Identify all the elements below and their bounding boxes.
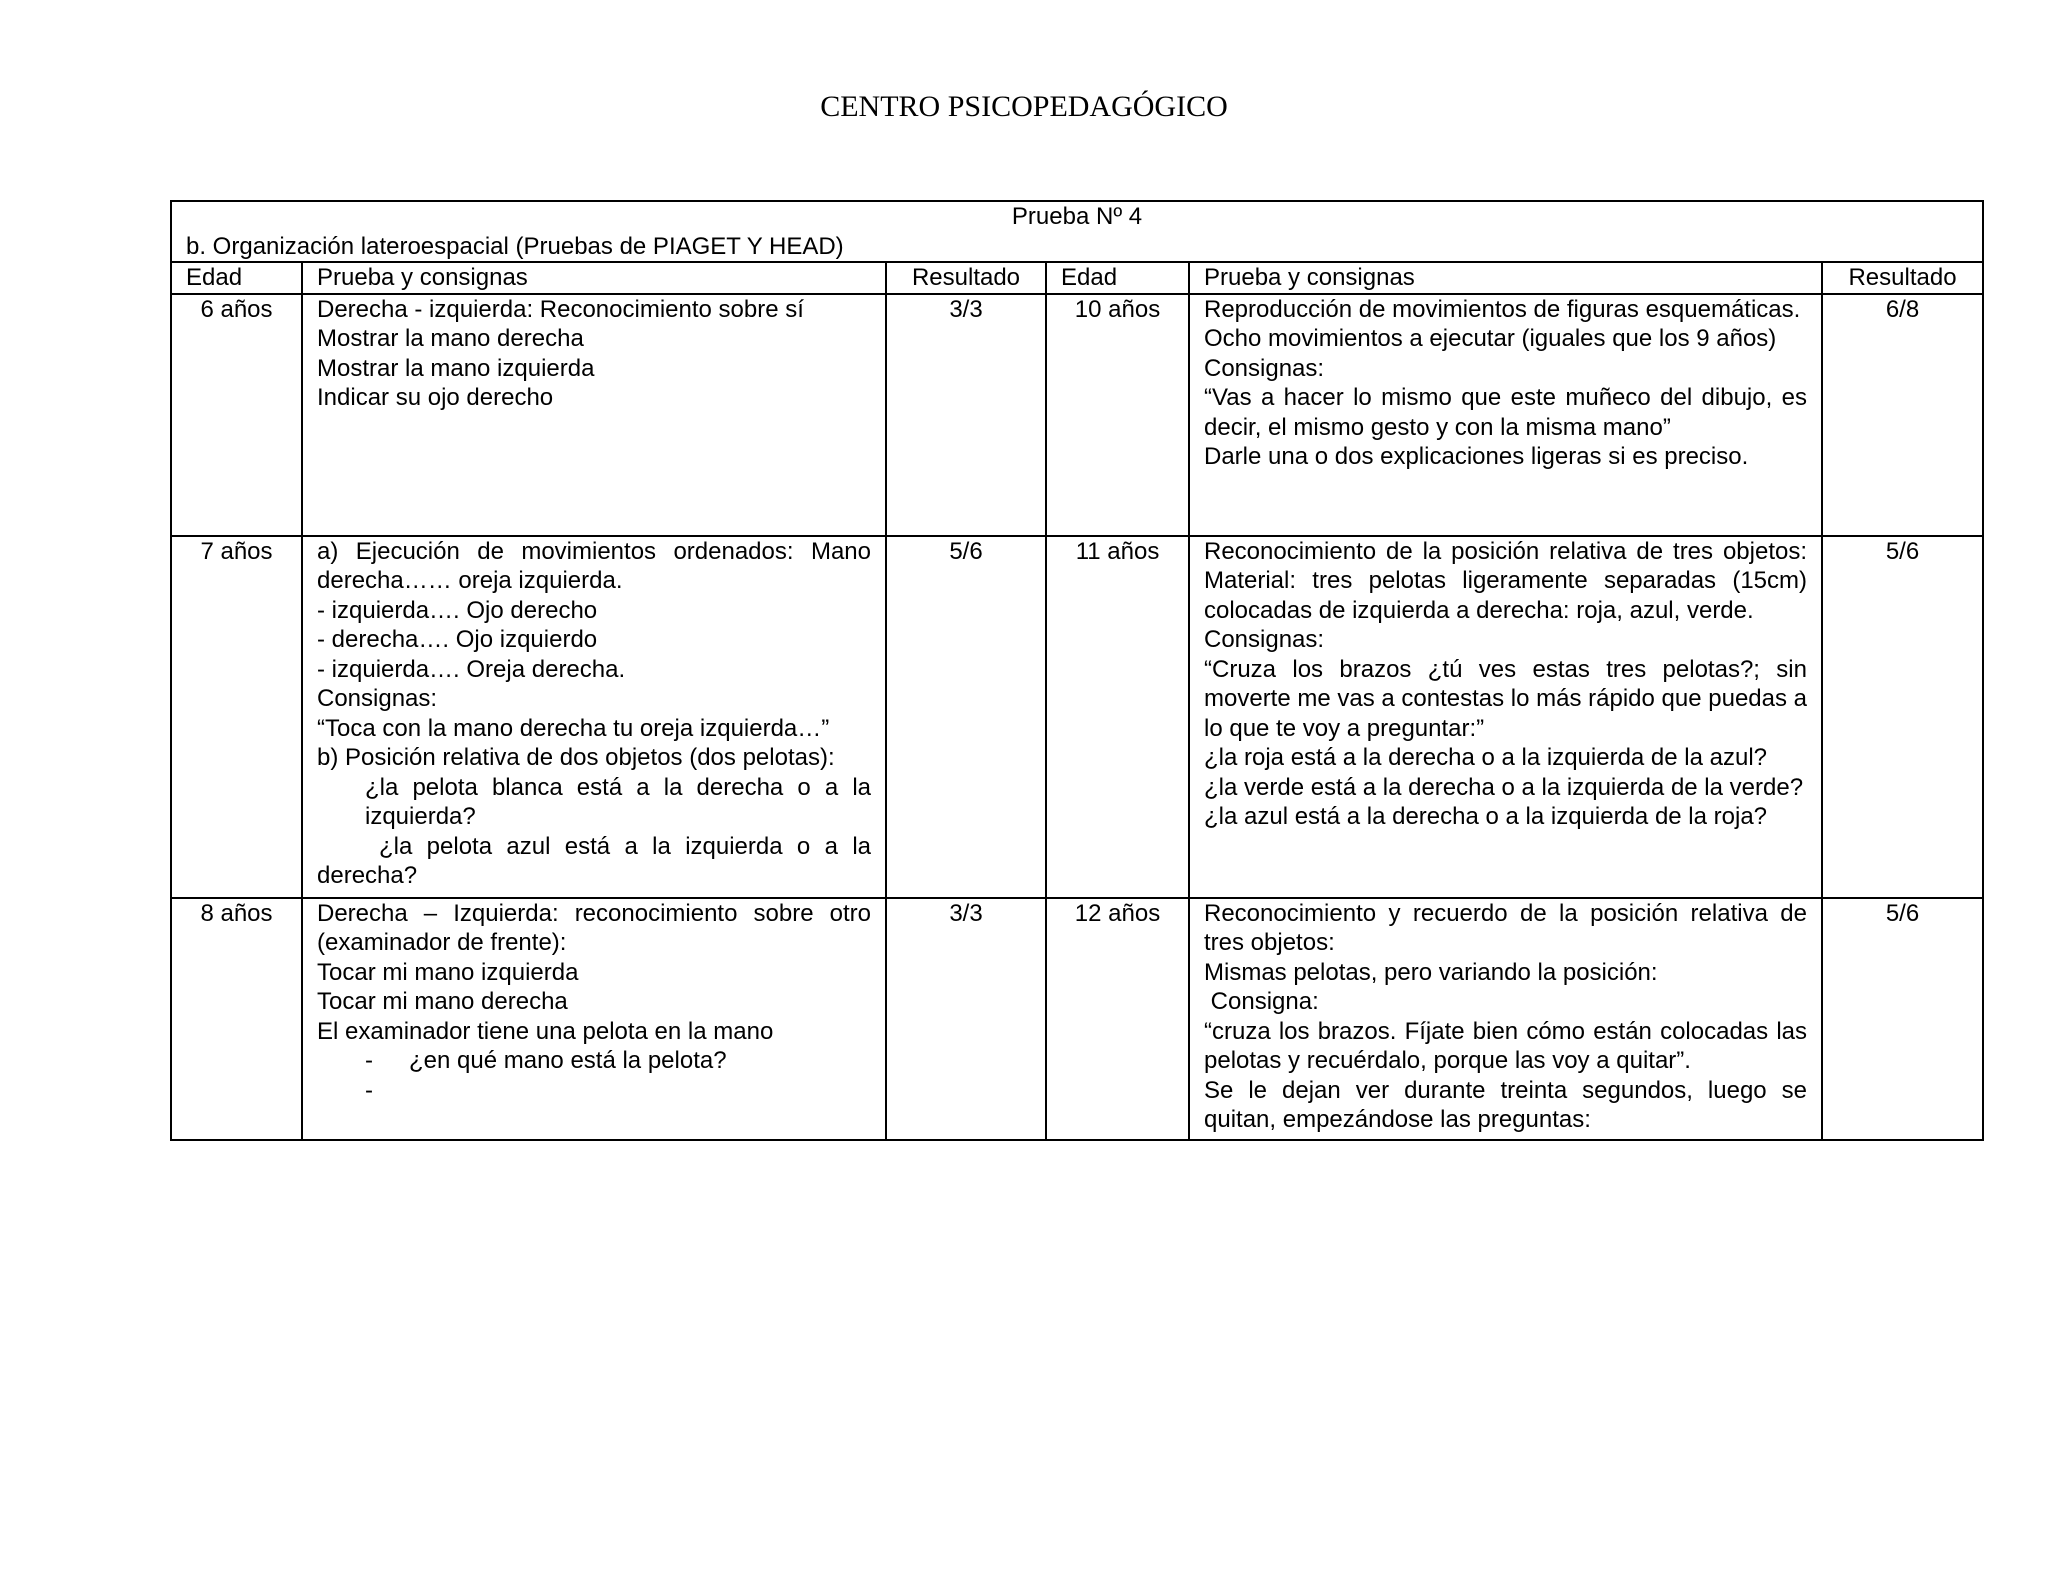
age-cell: 10 años [1046, 294, 1189, 536]
bullet-mark: - [365, 1076, 373, 1104]
test-instructions-cell [1189, 294, 1822, 536]
instruction-line: Derecha - izquierda: Reconocimiento sobre sí [317, 295, 804, 323]
header-age-right: Edad [1046, 262, 1189, 294]
test-instructions-cell [302, 536, 886, 898]
age-cell: 12 años [1046, 898, 1189, 1140]
age-cell: 7 años [171, 536, 302, 898]
table-row [171, 898, 1983, 1140]
instruction-line: - izquierda…. Ojo derecho [317, 596, 598, 624]
instruction-line: El examinador tiene una pelota en la mano [317, 1017, 774, 1045]
instruction-line: “cruza los brazos. Fíjate bien cómo están colocadas las pelotas y recuérdalo, porque las voy a quitar”. [1204, 1017, 1807, 1074]
result-cell: 5/6 [1822, 536, 1983, 898]
instruction-line: Tocar mi mano derecha [317, 988, 568, 1015]
instruction-line: “Vas a hacer lo mismo que este muñeco del dibujo, es decir, el mismo gesto y con la misma mano” [1204, 384, 1807, 441]
table-row [171, 294, 1983, 536]
instruction-line: ¿la azul está a la derecha o a la izquierda de la roja? [1204, 803, 1768, 830]
instruction-line: Mostrar la mano izquierda [317, 354, 595, 382]
instruction-line: Darle una o dos explicaciones ligeras si es preciso. [1204, 443, 1749, 470]
instruction-line: Consignas: [317, 685, 438, 712]
column-headers [171, 262, 1983, 294]
header-test-right: Prueba y consignas [1189, 262, 1822, 294]
bullet-item [317, 1046, 871, 1076]
instruction-line: Derecha – Izquierda: reconocimiento sobre otro (examinador de frente): [317, 899, 871, 956]
instruction-line: b) Posición relativa de dos objetos (dos pelotas): [317, 744, 835, 771]
instruction-line: Reconocimiento de la posición relativa de tres objetos: Material: tres pelotas ligeramente separadas (15cm) colocadas de izquierda a derecha: roja, azul, verde. [1204, 537, 1807, 624]
instruction-line: Tocar mi mano izquierda [317, 958, 579, 986]
result-cell: 5/6 [1822, 898, 1983, 1140]
bullet-text: ¿en qué mano está la pelota? [409, 1047, 727, 1074]
result-cell: 3/3 [886, 898, 1046, 1140]
test-instructions-cell [1189, 536, 1822, 898]
instruction-line: - izquierda…. Oreja derecha. [317, 655, 626, 683]
instruction-line: Consignas: [1204, 626, 1325, 653]
instruction-line: “Toca con la mano derecha tu oreja izquierda…” [317, 714, 830, 742]
result-cell: 6/8 [1822, 294, 1983, 536]
result-cell: 5/6 [886, 536, 1046, 898]
instruction-line: Se le dejan ver durante treinta segundos, luego se quitan, empezándose las preguntas: [1204, 1076, 1807, 1133]
table-row [171, 536, 1983, 898]
result-cell: 3/3 [886, 294, 1046, 536]
test-instructions-cell [1189, 898, 1822, 1140]
instruction-line: Consignas: [1204, 354, 1325, 382]
header-age-left: Edad [171, 262, 302, 294]
instruction-line: Consigna: [1204, 988, 1319, 1015]
instruction-line: a) Ejecución de movimientos ordenados: Mano derecha…… oreja izquierda. [317, 537, 871, 594]
header-result-left: Resultado [886, 262, 1046, 294]
instruction-line: - derecha…. Ojo izquierdo [317, 626, 598, 653]
test-table [170, 200, 1984, 1141]
instruction-line: Mismas pelotas, pero variando la posición: [1204, 958, 1658, 986]
instruction-line: Ocho movimientos a ejecutar (iguales que los 9 años) [1204, 325, 1777, 352]
test-title: Prueba Nº 4 [1011, 203, 1143, 230]
instruction-line: Reconocimiento y recuerdo de la posición relativa de tres objetos: [1204, 899, 1807, 956]
bullet-mark: - [365, 1047, 373, 1074]
header-result-right: Resultado [1822, 262, 1983, 294]
instruction-line: Reproducción de movimientos de figuras esquemáticas. [1204, 295, 1801, 323]
instruction-line: Indicar su ojo derecho [317, 384, 554, 411]
bullet-item [317, 1076, 871, 1106]
indented-question: ¿la pelota azul está a la izquierda o a la derecha? [317, 832, 871, 889]
instruction-line: ¿la roja está a la derecha o a la izquierda de la azul? [1204, 744, 1768, 771]
age-cell: 6 años [171, 294, 302, 536]
table-header-block [171, 201, 1983, 262]
test-instructions-cell [302, 294, 886, 536]
instruction-line: ¿la verde está a la derecha o a la izquierda de la verde? [1204, 773, 1804, 801]
document-title: CENTRO PSICOPEDAGÓGICO [820, 90, 1228, 123]
instruction-line: Mostrar la mano derecha [317, 325, 584, 352]
instruction-line: “Cruza los brazos ¿tú ves estas tres pelotas?; sin moverte me vas a contestas lo más rápido que puedas a lo que te voy a preguntar:” [1204, 655, 1807, 742]
indented-question: ¿la pelota blanca está a la derecha o a la izquierda? [365, 773, 871, 830]
header-test-left: Prueba y consignas [302, 262, 886, 294]
test-subtitle: b. Organización lateroespacial (Pruebas de PIAGET Y HEAD) [186, 232, 844, 260]
test-instructions-cell [302, 898, 886, 1140]
age-cell: 11 años [1046, 536, 1189, 898]
age-cell: 8 años [171, 898, 302, 1140]
